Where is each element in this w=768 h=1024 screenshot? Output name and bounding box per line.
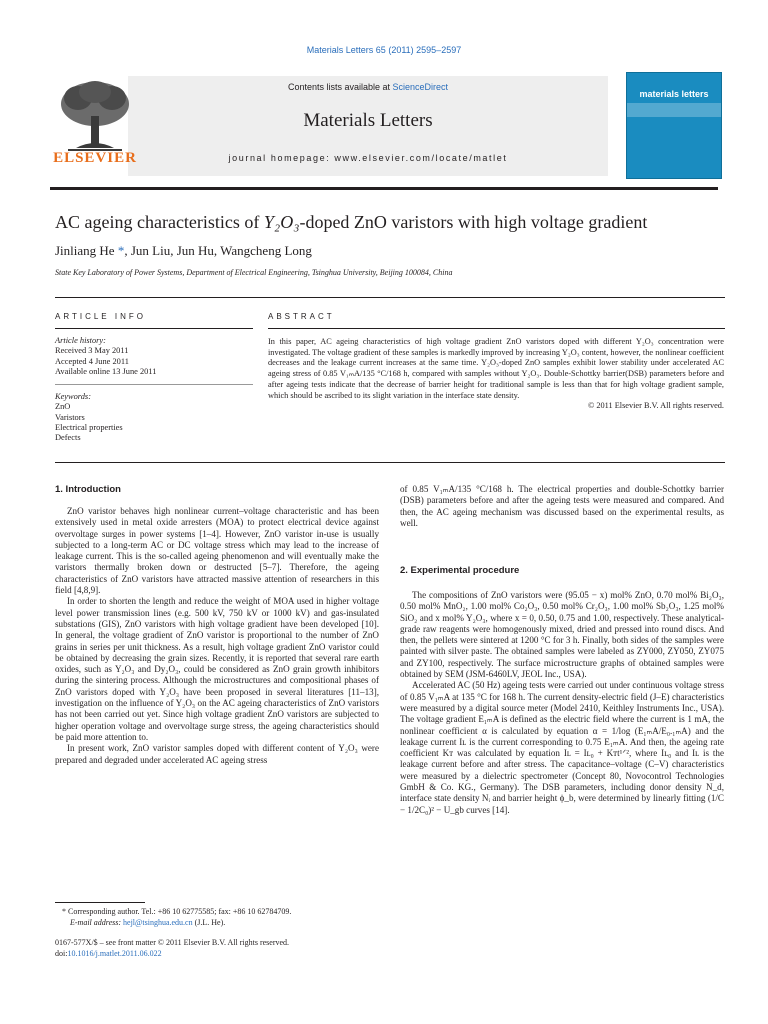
first-author: Jinliang He: [55, 243, 115, 258]
experimental-heading: 2. Experimental procedure: [400, 565, 520, 576]
sciencedirect-link[interactable]: ScienceDirect: [392, 82, 449, 92]
doi-line: doi:10.1016/j.matlet.2011.06.022: [55, 948, 162, 958]
abstract-heading: ABSTRACT: [268, 312, 335, 321]
article-info-heading: ARTICLE INFO: [55, 312, 146, 321]
cover-title: materials letters: [639, 89, 709, 99]
author-list: [55, 243, 312, 259]
history-divider: [55, 384, 253, 385]
experimental-text: [400, 590, 724, 816]
intro-paragraph-1: ZnO varistor behaves high nonlinear current–voltage characteristic and has been extensively used in metal oxide arresters (MOA) to protect electrical device against overvoltage surges in power systems [1–4]. However, ZnO varistor in-use is usually subjected to a long-term AC or DC voltage stress which may lead to the increase of leakage current. This is the so-called ageing phenomenon and will eventually make the varistors thermally broken down or destructed [5–7]. Therefore, the ageing characteristics of ZnO varistors have attracted massive attention of researchers in this field [4,8,9].: [55, 506, 379, 596]
intro-continued: [400, 484, 724, 529]
exp-paragraph-2: Accelerated AC (50 Hz) ageing tests were carried out under continuous voltage stress of 0.85 V₁ₘA at 135 °C for 168 h. The current density-electric field (J–E) characteristics were measured by a digital source meter (Model 2410, Keithley Instruments Inc., USA). The voltage gradient E₁ₘA is defined as the electric field where the current is 1 mA, the nonlinear coefficient α is calculated by equation α = 1/log (E₁ₘA/E₀.₁ₘA) and the leakage current Iʟ is the current corresponding to 0.75 E₁ₘA. And then, the ageing rate coefficient Kᴛ was calculated by equation Iʟ = Iʟ₀ + Kᴛt¹ᐟ², where Iʟ₀ and Iʟ is the leakage current before and after stress. The capacitance–voltage (C–V) characteristics were measured by a dielectric spectrometer (Concept 80, Novocontrol Technologies GmbH & Co. KG., Germany). The DSB parameters, including donor density N_d, interface state density Nᵢ and barrier height ϕ_b, were determined by linearly fitting (1/C − 1/2C₀)² − U_gb curves [14].: [400, 680, 724, 815]
journal-name: Materials Letters: [303, 110, 433, 131]
keyword-item: Electrical properties: [55, 422, 123, 432]
email-line: E-mail address: hejl@tsinghua.edu.cn (J.L. He).: [70, 917, 226, 927]
title-end: -doped ZnO varistors with high voltage gradient: [299, 212, 648, 232]
intro-paragraph-cont: of 0.85 V₁ₘA/135 °C/168 h. The electrical properties and double-Schottky barrier (DSB) parameters before and after the ageing tests were measured and compared. And then, the AC ageing mechanism was discussed based on the experimental results, as well.: [400, 484, 724, 528]
keywords-label: Keywords:: [55, 392, 91, 401]
accepted-date: Accepted 4 June 2011: [55, 356, 129, 366]
journal-citation[interactable]: Materials Letters 65 (2011) 2595–2597: [306, 45, 462, 55]
corresponding-note: * Corresponding author. Tel.: +86 10 62775585; fax: +86 10 62784709.: [62, 907, 292, 916]
history-label: Article history:: [55, 336, 106, 345]
other-authors: , Jun Liu, Jun Hu, Wangcheng Long: [124, 243, 312, 258]
abstract-copyright: © 2011 Elsevier B.V. All rights reserved.: [587, 401, 724, 411]
keyword-item: ZnO: [55, 402, 71, 412]
affiliation: State Key Laboratory of Power Systems, Department of Electrical Engineering, Tsinghua University, Beijing 100084, China: [55, 268, 453, 277]
keyword-list: [55, 392, 255, 443]
contents-prefix: Contents lists available at: [287, 82, 393, 92]
abstract-body: [268, 337, 724, 412]
article-title: [55, 210, 735, 234]
cover-band: [627, 103, 721, 117]
title-formula: Y₂O₃: [263, 212, 300, 232]
exp-paragraph-1: The compositions of ZnO varistors were (95.05 − x) mol% ZnO, 0.70 mol% Bi₂O₃, 0.50 mol% MnO₂, 1.00 mol% Co₂O₃, 0.50 mol% Cr₂O₃, 1.00 mol% Sb₂O₃, 1.25 mol% SiO₂ and x mol% Y₂O₃, where x = 0, 0.50, 0.75 and 1.00, respectively. These analytical-grade raw reagents were homogenously mixed, dried and pressed into round discs. And then, the pellets were sintered at 1200 °C for 3 h. Finally, both sides of the samples were painted with silver paste. The obtained samples were labeled as ZY000, ZY050, ZY075 and ZY100, respectively. The surface microstructure graphs of obtained samples were obtained by SEM (JSM-6460LV, JEOL Inc., USA).: [400, 590, 724, 680]
article-history: [55, 336, 255, 377]
abstract-rule: [268, 328, 725, 329]
header-rule: [50, 187, 718, 190]
info-rule: [55, 297, 725, 298]
contents-line: [128, 82, 608, 92]
introduction-heading: 1. Introduction: [55, 484, 121, 495]
footnote-block: [62, 907, 382, 928]
article-info-rule: [55, 328, 253, 329]
email-link[interactable]: hejl@tsinghua.edu.cn: [123, 917, 193, 927]
front-matter: [55, 938, 385, 959]
front-matter-line: 0167-577X/$ – see front matter © 2011 Elsevier B.V. All rights reserved.: [55, 938, 290, 947]
received-date: Received 3 May 2011: [55, 346, 129, 356]
intro-paragraph-2: In order to shorten the length and reduce the weight of MOA used in higher voltage level power transmission lines (e.g. 500 kV, 750 kV or 1000 kV) and gas-insulated substations (GIS), ZnO varistors with high voltage gradient have been developed [10]. In general, the voltage gradient of ZnO varistor is proportional to the number of ZnO grains in series per unit thickness. As a result, high voltage gradient ZnO varistor could be obtained by decreasing the grain sizes. Recently, it is reported that several rare earth oxides, such as Y₂O₃ and Dy₂O₃, could be considered as ZnO grain growth inhibitors during the sintering process. Although the microstructures and compositional phases of ZnO varistors doped with Y₂O₃ have been proposed in several literatures [11–13], investigation on the influence of Y₂O₃ on the AC ageing characteristics of ZnO varistors has not been carried out yet. Since high voltage gradient ZnO varistors are subjected to higher operation voltage and overvoltage surge stress, the ageing characteristics should be paid more attention to.: [55, 596, 379, 742]
elsevier-wordmark: ELSEVIER: [53, 150, 137, 166]
intro-paragraph-3: In present work, ZnO varistor samples doped with different content of Y₂O₃ were prepared and degraded under accelerated AC ageing stress: [55, 743, 379, 765]
doi-link[interactable]: 10.1016/j.matlet.2011.06.022: [67, 948, 162, 958]
corresponding-author-marker[interactable]: *: [114, 243, 125, 258]
journal-cover-thumbnail[interactable]: [626, 72, 722, 179]
abstract-bottom-rule: [55, 462, 725, 463]
footnote-rule: [55, 902, 145, 903]
title-start: AC ageing characteristics of: [55, 212, 264, 232]
abstract-text: In this paper, AC ageing characteristics of high voltage gradient ZnO varistors doped with different Y₂O₃ concentration were investigated. The voltage gradient of these samples is markedly improved by increasing Y₂O₃ content, however, the nonlinear coefficient decreases and the leakage current increases at the same time. Y₂O₃-doped ZnO samples exhibit lower stability under accelerated AC ageing stress of 0.85 V₁ₘA/135 °C/168 h, compared with samples without Y₂O₃. Double-Schottky barrier(DSB) parameters before and after ageing tests indicate that the decrease of barrier height for traditional sample is less than that for high voltage gradient sample, which should be ascribed to its slight variation in the interface state density.: [268, 337, 724, 400]
online-date: Available online 13 June 2011: [55, 366, 157, 376]
keyword-item: Varistors: [55, 412, 85, 422]
introduction-text: [55, 506, 379, 766]
journal-homepage[interactable]: journal homepage: www.elsevier.com/locate/matlet: [228, 153, 508, 163]
keyword-item: Defects: [55, 433, 81, 443]
elsevier-tree-logo: [56, 78, 134, 153]
